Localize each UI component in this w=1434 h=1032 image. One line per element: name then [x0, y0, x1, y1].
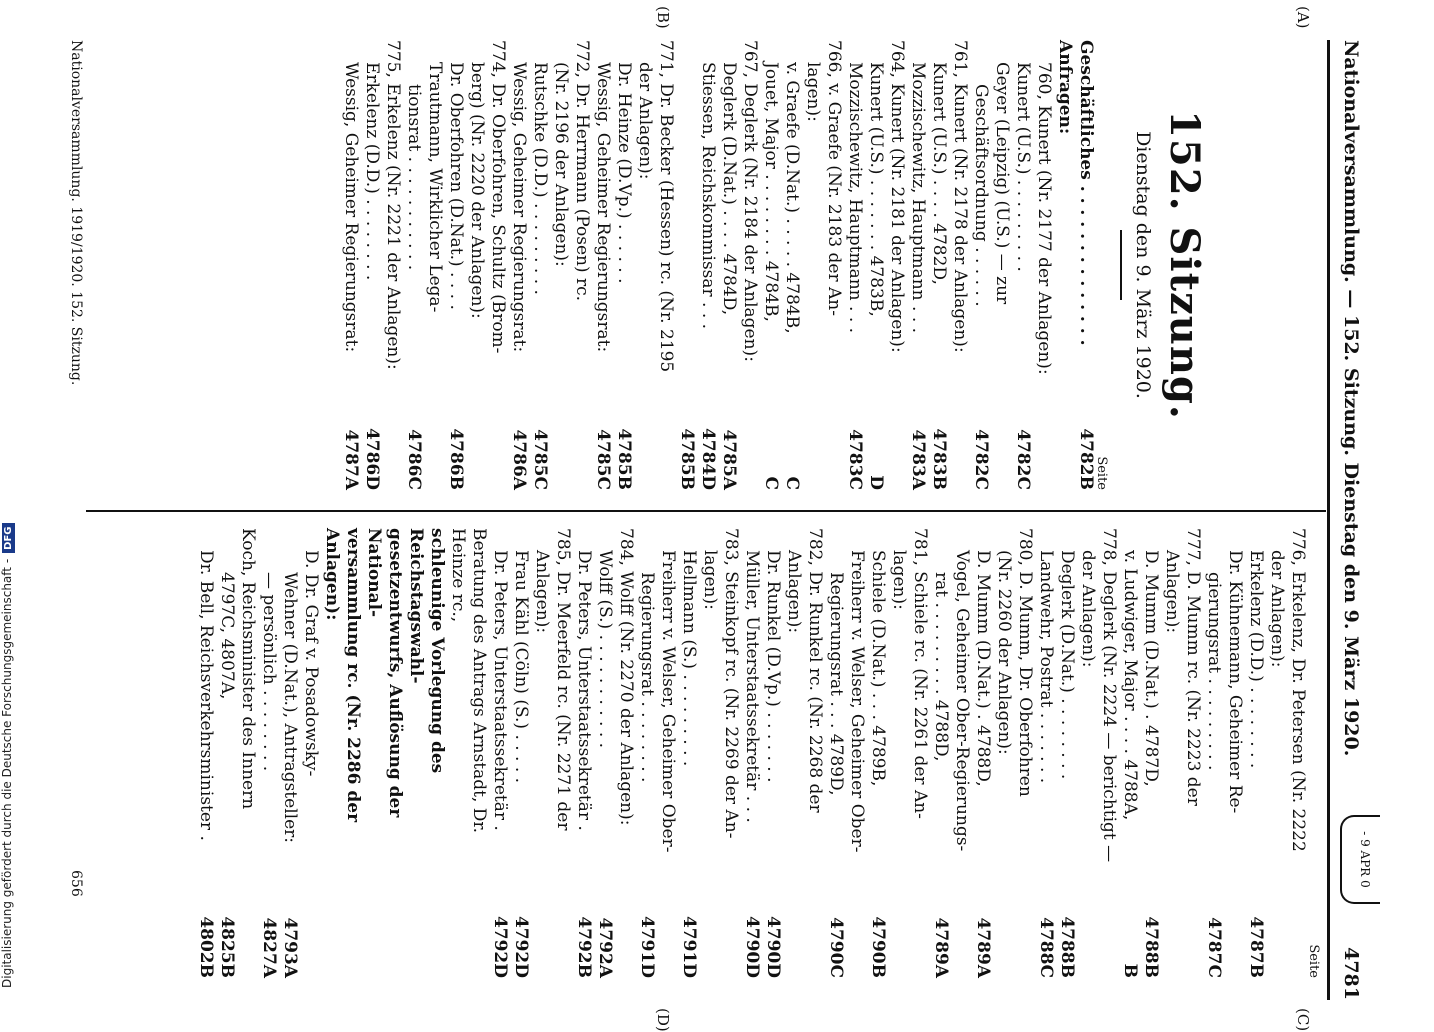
entry-text: Wessig, Geheimer Regierungsrat: — [341, 62, 361, 353]
index-entry — [928, 40, 949, 490]
entry-text: 760, Kunert (Nr. 2177 der Anlagen): — [1034, 62, 1054, 375]
entry-text: gesetzentwurfs, Auflösung der National- — [364, 528, 405, 818]
index-entry — [1033, 40, 1054, 490]
index-entry — [529, 40, 550, 490]
entry-text: 777, D. Mumm rc. (Nr. 2223 der — [1183, 528, 1203, 806]
entry-text: 776, Erkelenz, Dr. Petersen (Nr. 2222 — [1288, 528, 1308, 852]
entry-text: 781, Schiele rc. (Nr. 2261 der An- — [910, 528, 930, 819]
header-rule — [1327, 40, 1330, 1000]
entry-text: D. Mumm (D.Nat.) . 4788D, — [973, 550, 993, 787]
index-entry — [634, 40, 655, 490]
entry-page-ref: 4802B — [196, 916, 216, 978]
entry-text: — persönlich . . . . . . . . — [259, 572, 279, 772]
credit-text: Digitalisierung gefördert durch die Deutsche Forschungsgemeinschaft - — [0, 558, 14, 988]
index-entry — [993, 528, 1014, 978]
entry-text: Koch, Reichsminister des Innern — [238, 528, 258, 810]
header-page-number: 4781 — [1340, 947, 1362, 1000]
column-divider — [86, 510, 1326, 512]
index-entry — [1266, 528, 1287, 978]
index-entry — [571, 40, 592, 490]
entry-page-ref: 4788C — [1036, 917, 1056, 978]
index-entry — [739, 40, 760, 490]
header-title: Nationalversammlung. — 152. Sitzung. Dienstag den 9. März 1920. — [1340, 40, 1362, 757]
index-entry — [909, 528, 930, 978]
entry-page-ref: 4785C — [593, 429, 613, 490]
session-date: Dienstag den 9. März 1920. — [1132, 131, 1154, 399]
entry-page-ref: 4790D — [742, 915, 762, 978]
index-entry — [804, 528, 825, 978]
entry-text: Dr. Runkel (D.Vp.) . . . . . . . — [763, 550, 783, 783]
entry-page-ref: 4786D — [362, 427, 382, 490]
index-entry — [466, 40, 487, 490]
index-entry — [195, 528, 216, 978]
index-entry — [550, 40, 571, 490]
entry-page-ref: 4783B — [929, 428, 949, 490]
index-entry — [655, 40, 676, 490]
entry-text: Geschäftsordnung . . . . . . — [971, 84, 991, 307]
entry-page-ref: 4785A — [719, 429, 739, 490]
entry-page-ref: 4789A — [973, 917, 993, 978]
entry-page-ref: 4792D — [490, 915, 510, 978]
title-rule — [1120, 230, 1122, 300]
entry-text: 784, Wolff (Nr. 2270 der Anlagen): — [616, 528, 636, 826]
index-entry — [1077, 528, 1098, 978]
index-entry — [762, 528, 783, 978]
footer-number: 656 — [68, 870, 84, 897]
entry-text: Dr. Peters, Unterstaatssekretär . — [490, 550, 510, 831]
entry-text: Dr. Oberfohren (D.Nat.) . . . . — [446, 62, 466, 310]
entry-page-ref: 4785B — [614, 428, 634, 490]
entry-text: 778, Deglerk (Nr. 2224 — berichtigt — — [1099, 528, 1119, 863]
index-entry — [760, 40, 781, 490]
index-entry — [886, 40, 907, 490]
entry-page-ref: 4790B — [868, 916, 888, 978]
index-entry — [216, 528, 237, 978]
entry-text: Anlagen): — [784, 550, 804, 634]
entry-text: 774, Dr. Oberfohren, Schultz (Brom- — [488, 40, 508, 354]
entry-text: rat . . . . . . . . . 4788D, — [931, 572, 951, 762]
index-entry — [1119, 528, 1140, 978]
entry-text: versammlung rc. (Nr. 2286 der Anlagen): — [322, 528, 363, 823]
entry-text: Erkelenz (D.D.) . . . . . . . . — [362, 62, 382, 281]
index-entry — [823, 40, 844, 490]
index-entry — [1140, 528, 1161, 978]
index-entry — [888, 528, 909, 978]
entry-text: 782, Dr. Runkel rc. (Nr. 2268 der — [805, 528, 825, 813]
index-entry — [382, 40, 403, 490]
right-entry-list — [195, 528, 1308, 978]
entry-text: 783, Steinkopf rc. (Nr. 2269 der An- — [721, 528, 741, 839]
entry-page-ref: 4785B — [677, 428, 697, 490]
session-title: 152. Sitzung. — [1161, 110, 1208, 420]
entry-text: 780, D. Mumm, Dr. Oberfohren — [1015, 528, 1035, 797]
entry-page-ref: 4792D — [511, 915, 531, 978]
entry-text: Freiherr v. Welser, Geheimer Ober- — [847, 550, 867, 853]
entry-page-ref: 4792B — [574, 916, 594, 978]
index-entry — [508, 40, 529, 490]
index-entry — [258, 528, 279, 978]
entry-text: Frau Kähl (Cöln) (S.) . . . . . — [511, 550, 531, 784]
entry-text: Geschäftliches . . . . . . . . . . . . . . — [1076, 40, 1096, 346]
dfg-logo: DFG — [2, 524, 15, 553]
index-entry — [592, 40, 613, 490]
index-entry — [781, 40, 802, 490]
index-entry — [1182, 528, 1203, 978]
index-entry — [907, 40, 928, 490]
entry-text: 4797C, 4807A, — [217, 572, 237, 700]
entry-text: 766, v. Graefe (Nr. 2183 der An- — [824, 40, 844, 316]
entry-text: Anfragen: — [1055, 40, 1075, 135]
entry-text: 775, Erkelenz (Nr. 2221 der Anlagen): — [383, 40, 403, 370]
entry-page-ref: 4783A — [908, 429, 928, 490]
entry-text: der Anlagen): — [635, 62, 655, 180]
entry-text: Stiessen, Reichskommissar . . . — [698, 62, 718, 330]
index-entry — [1054, 40, 1075, 490]
entry-text: Erkelenz (D.D.) . . . . . . . . — [1246, 550, 1266, 769]
index-entry — [237, 528, 258, 978]
index-entry — [321, 528, 363, 978]
entry-page-ref: 4790D — [763, 915, 783, 978]
index-entry — [802, 40, 823, 490]
index-entry — [699, 528, 720, 978]
margin-mark-a: (A) — [1294, 6, 1312, 29]
index-entry — [1203, 528, 1224, 978]
entry-text: 772, Dr. Herrmann (Posen) rc. — [572, 40, 592, 302]
entry-page-ref: 4792A — [595, 917, 615, 978]
seite-label: Seite — [1094, 456, 1109, 490]
index-entry — [1014, 528, 1035, 978]
entry-text: Müller, Unterstaatssekretär . . . — [742, 550, 762, 823]
seite-label-right: Seite — [1306, 944, 1321, 978]
entry-text: Schiele (D.Nat.) . . . 4789B, — [868, 550, 888, 787]
entry-text: Geyer (Leipzig) (U.S.) — zur — [992, 62, 1012, 305]
entry-text: Dr. Bell, Reichsverkehrsminister . — [196, 550, 216, 841]
index-entry — [573, 528, 594, 978]
index-entry — [970, 40, 991, 490]
entry-text: lagen): — [700, 550, 720, 610]
index-entry — [865, 40, 886, 490]
entry-text: Beratung des Antrags Arnstadt, Dr. Heinze rc., — [448, 528, 489, 834]
entry-text: Jouet, Major . . . . . . . . 4784B, — [761, 62, 781, 322]
entry-text: v. Ludwiger, Major . . . . 4788A, — [1120, 550, 1140, 821]
margin-mark-d: (D) — [654, 1008, 672, 1032]
index-entry — [361, 40, 382, 490]
index-entry — [552, 528, 573, 978]
entry-text: 785, Dr. Meerfeld rc. (Nr. 2271 der — [553, 528, 573, 831]
index-entry — [867, 528, 888, 978]
rotated-document-page — [62, 6, 1372, 1032]
index-entry — [340, 40, 361, 490]
index-entry — [972, 528, 993, 978]
footer-source: Nationalversammlung. 1919/1920. 152. Sitzung. — [68, 40, 84, 386]
entry-text: D. Dr. Graf v. Posadowsky- — [301, 550, 321, 777]
index-entry — [825, 528, 846, 978]
entry-text: gierungsrat . . . . . . . . . — [1204, 572, 1224, 771]
entry-text: (Nr. 2196 der Anlagen): — [551, 62, 571, 267]
entry-text: der Anlagen): — [1078, 550, 1098, 668]
index-entry — [447, 528, 489, 978]
entry-text: Dr. Heinze (D.Vp.) . . . . . . — [614, 62, 634, 284]
entry-text: Hellmann (S.) . . . . . . . . . — [679, 550, 699, 767]
index-entry — [510, 528, 531, 978]
entry-page-ref: 4782C — [971, 429, 991, 490]
date-stamp: - 9 APR 0 — [1340, 815, 1380, 904]
entry-text: Wessig, Geheimer Regierungsrat: — [593, 62, 613, 353]
digitization-credit — [0, 0, 22, 1000]
entry-page-ref: C — [761, 476, 781, 490]
entry-text: Deglerk (D.Nat.) . . . . 4784D, — [719, 62, 739, 316]
index-entry — [487, 40, 508, 490]
entry-text: schleunige Vorlegung des Reichstagswahl- — [406, 528, 447, 774]
entry-text: D. Mumm (D.Nat.) . 4787D, — [1141, 550, 1161, 787]
entry-text: der Anlagen): — [1267, 550, 1287, 668]
index-entry — [697, 40, 718, 490]
right-column — [195, 528, 1324, 978]
entry-text: Dr. Peters, Unterstaatssekretär . — [574, 550, 594, 831]
entry-page-ref: 4787B — [1246, 916, 1266, 978]
index-entry — [1012, 40, 1033, 490]
entry-text: Anlagen): — [1162, 550, 1182, 634]
entry-page-ref: 4791D — [679, 915, 699, 978]
entry-text: Landwehr, Postrat . . . . . . . — [1036, 550, 1056, 784]
entry-text: Regierungsrat . . . . . . . . — [637, 572, 657, 783]
index-entry — [1075, 40, 1096, 490]
index-entry — [678, 528, 699, 978]
entry-page-ref: 4825B — [217, 916, 237, 978]
left-column — [340, 40, 1324, 490]
index-entry — [405, 528, 447, 978]
index-entry — [531, 528, 552, 978]
index-entry — [846, 528, 867, 978]
entry-text: 764, Kunert (Nr. 2181 der Anlagen): — [887, 40, 907, 353]
entry-page-ref: 4785C — [530, 429, 550, 490]
entry-page-ref: 4790C — [826, 917, 846, 978]
entry-text: 771, Dr. Becker (Hessen) rc. (Nr. 2195 — [656, 40, 676, 373]
index-entry — [718, 40, 739, 490]
entry-page-ref: 4791D — [637, 915, 657, 978]
index-entry — [1224, 528, 1245, 978]
entry-page-ref: 4786B — [446, 428, 466, 490]
entry-text: lagen): — [803, 62, 823, 122]
entry-text: Mozzischewitz, Hauptmann . . . — [908, 62, 928, 334]
index-entry — [657, 528, 678, 978]
entry-text: Anlagen): — [532, 550, 552, 634]
entry-text: Wehner (D.Nat.), Antragsteller: — [280, 572, 300, 843]
entry-text: Trautmann, Wirklicher Lega- — [425, 62, 445, 313]
entry-text: Freiherr v. Welser, Geheimer Ober- — [658, 550, 678, 853]
entry-page-ref: 4782B — [1076, 428, 1096, 490]
index-entry — [613, 40, 634, 490]
entry-page-ref: 4827A — [259, 917, 279, 978]
entry-page-ref: 4787C — [1204, 917, 1224, 978]
entry-text: (Nr. 2260 der Anlagen): — [994, 550, 1014, 755]
index-entry — [783, 528, 804, 978]
index-entry — [1245, 528, 1266, 978]
entry-page-ref: 4787A — [341, 429, 361, 490]
entry-text: 761, Kunert (Nr. 2178 der Anlagen): — [950, 40, 970, 353]
entry-text: Kunert (U.S.) . . . . 4782D, — [929, 62, 949, 285]
index-entry — [951, 528, 972, 978]
entry-page-ref: 4789A — [931, 917, 951, 978]
index-entry — [1098, 528, 1119, 978]
index-entry — [1056, 528, 1077, 978]
index-entry — [1287, 528, 1308, 978]
entry-page-ref: C — [782, 476, 802, 490]
index-entry — [1161, 528, 1182, 978]
index-entry — [279, 528, 300, 978]
entry-text: v. Graefe (D.Nat.) . . . . . 4784B, — [782, 62, 802, 334]
entry-text: tionsrat . . . . . . . . . . . — [404, 84, 424, 271]
entry-page-ref: 4783C — [845, 429, 865, 490]
index-entry — [489, 528, 510, 978]
index-entry — [930, 528, 951, 978]
entry-text: Kunert (U.S.) . . . . . . . 4783B, — [866, 62, 886, 317]
index-entry — [445, 40, 466, 490]
index-entry — [1035, 528, 1056, 978]
entry-page-ref: 4782C — [1013, 429, 1033, 490]
entry-text: Deglerk (D.Nat.) . . . . . . . . — [1057, 550, 1077, 780]
entry-text: lagen): — [889, 550, 909, 610]
index-entry — [676, 40, 697, 490]
entry-text: Vogel, Geheimer Ober-Regierungs- — [952, 550, 972, 852]
entry-text: Rutschke (D.D.) . . . . . . . . . — [530, 62, 550, 295]
entry-page-ref: 4788B — [1141, 916, 1161, 978]
left-entry-list — [340, 40, 1096, 490]
entry-page-ref: 4786C — [404, 429, 424, 490]
entry-text: 767, Deglerk (Nr. 2184 der Anlagen): — [740, 40, 760, 362]
entry-page-ref: 4793A — [280, 917, 300, 978]
entry-page-ref: B — [1120, 963, 1140, 978]
index-entry — [720, 528, 741, 978]
entry-text: berg) (Nr. 2220 der Anlagen): — [467, 62, 487, 319]
entry-page-ref: D — [866, 475, 886, 490]
entry-page-ref: 4784D — [698, 427, 718, 490]
index-entry — [403, 40, 424, 490]
index-entry — [991, 40, 1012, 490]
entry-text: Wolff (S.) . . . . . . . . . . . — [595, 550, 615, 749]
index-entry — [594, 528, 615, 978]
index-entry — [615, 528, 636, 978]
index-entry — [636, 528, 657, 978]
entry-text: Regierungsrat . . . 4789D, — [826, 572, 846, 796]
index-entry — [300, 528, 321, 978]
entry-text: Wessig, Geheimer Regierungsrat: — [509, 62, 529, 353]
index-entry — [424, 40, 445, 490]
margin-mark-b: (B) — [654, 6, 672, 29]
entry-text: Mozzischewitz, Hauptmann . . . — [845, 62, 865, 334]
index-entry — [949, 40, 970, 490]
index-entry — [844, 40, 865, 490]
index-entry — [363, 528, 405, 978]
entry-text: Kunert (U.S.) . . . . . . . . . — [1013, 62, 1033, 272]
entry-text: Dr. Kühnemann, Geheimer Re- — [1225, 550, 1245, 814]
margin-mark-c: (C) — [1294, 1008, 1312, 1032]
entry-page-ref: 4788B — [1057, 916, 1077, 978]
index-entry — [741, 528, 762, 978]
entry-page-ref: 4786A — [509, 429, 529, 490]
